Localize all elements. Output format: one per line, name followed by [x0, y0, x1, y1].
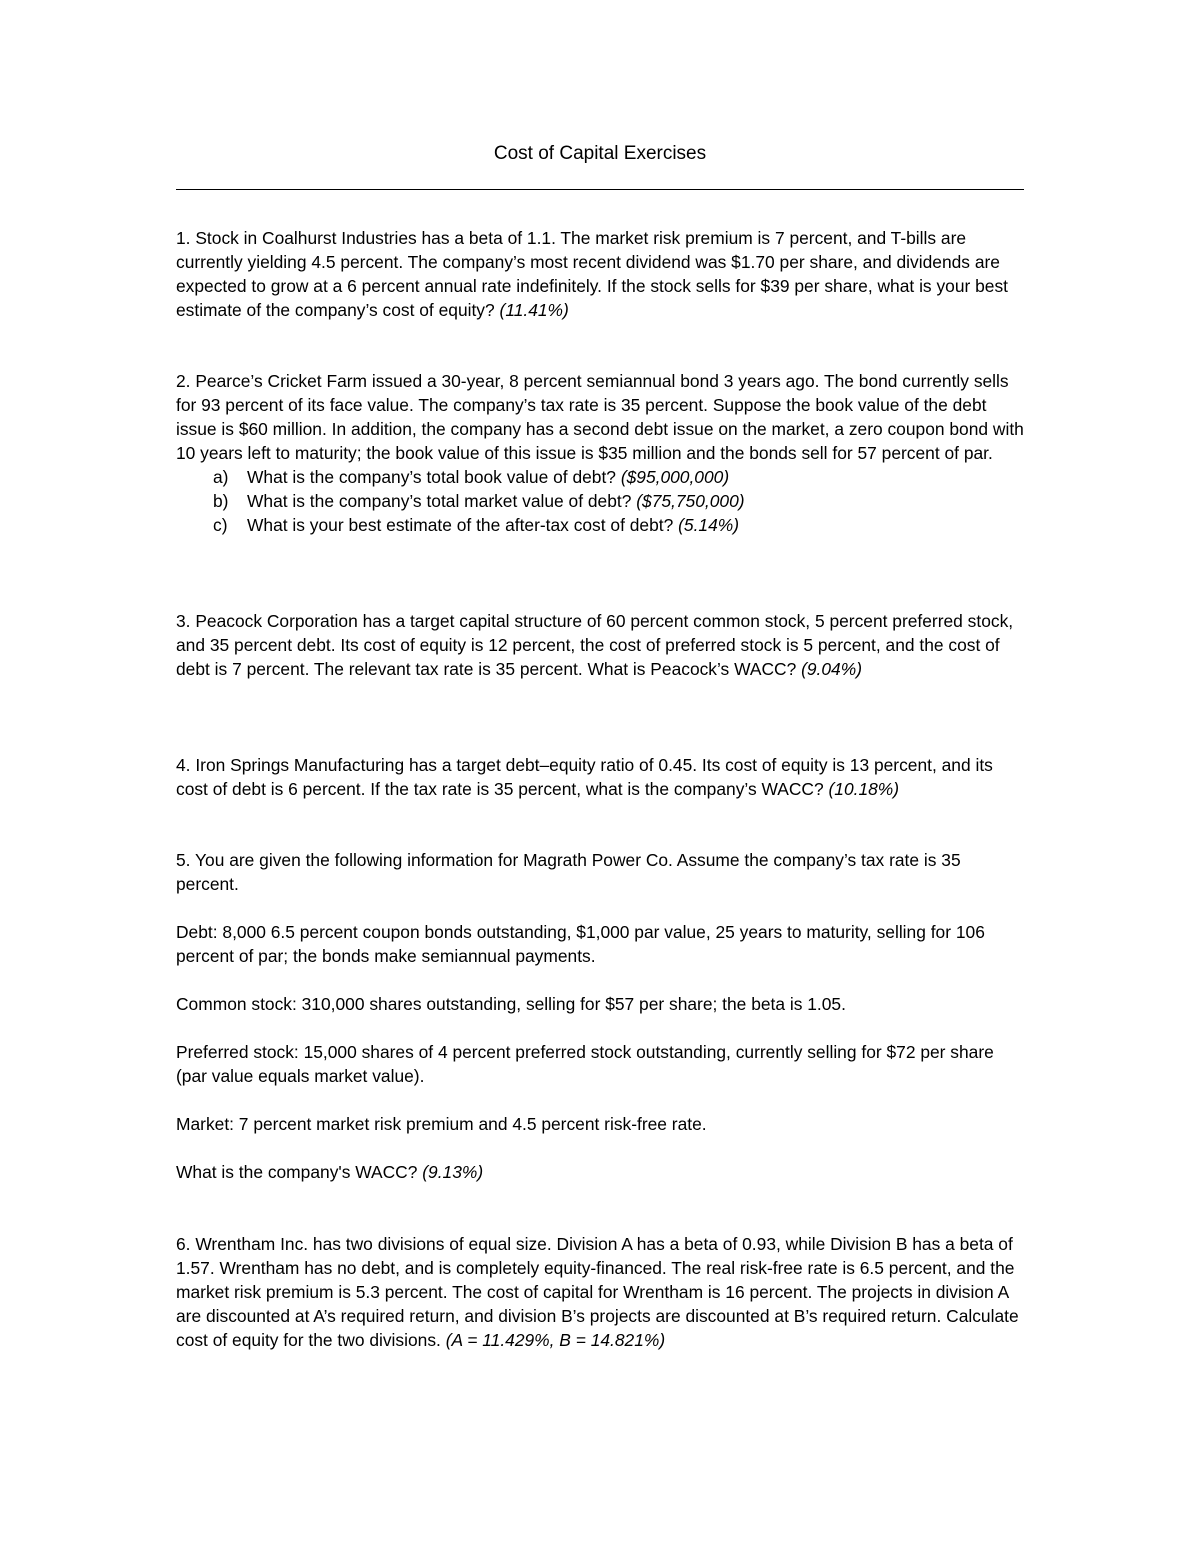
question-5-common-stock: Common stock: 310,000 shares outstanding, selling for $57 per share; the beta is 1.05.: [176, 994, 846, 1014]
question-6-body: 6. Wrentham Inc. has two divisions of equal size. Division A has a beta of 0.93, while Division B has a beta of 1.57. Wrentham has no debt, and is completely equity-financed. The real risk-free rate is 6.5 percent, and the market risk premium is 5.3 percent. The cost of capital for Wrentham is 16 percent. The projects in division A are discounted at A’s required return, and division B’s projects are discounted at B’s required return. Calculate cost of equity for the two divisions.: [176, 1234, 1019, 1350]
part-answer: (5.14%): [678, 515, 740, 535]
question-5: [176, 848, 1024, 1184]
spacer: [176, 896, 1024, 920]
part-answer: ($75,750,000): [636, 491, 745, 511]
question-4-answer: (10.18%): [828, 779, 900, 799]
part-letter: c): [213, 515, 228, 535]
question-2-part-c: [213, 513, 1024, 537]
question-2-part-a: [213, 465, 1024, 489]
part-letter: b): [213, 491, 229, 511]
question-4-body: 4. Iron Springs Manufacturing has a target debt–equity ratio of 0.45. Its cost of equity is 13 percent, and its cost of debt is 6 percent. If the tax rate is 35 percent, what is the company’s WACC?: [176, 755, 993, 799]
page-title: Cost of Capital Exercises: [493, 143, 707, 164]
question-1-answer: (11.41%): [499, 300, 569, 320]
question-6: [176, 1232, 1024, 1352]
spacer: [176, 1088, 1024, 1112]
spacer: [176, 1136, 1024, 1160]
question-4-text: [176, 753, 1024, 801]
question-6-answer: (A = 11.429%, B = 14.821%): [445, 1330, 666, 1350]
part-letter: a): [213, 467, 229, 487]
question-1-text: [176, 226, 1024, 322]
question-1-body: 1. Stock in Coalhurst Industries has a beta of 1.1. The market risk premium is 7 percent, and T-bills are currently yielding 4.5 percent. The company’s most recent dividend was $1.70 per share, and dividends are expected to grow at a 6 percent annual rate indefinitely. If the stock sells for $39 per share, what is your best estimate of the company’s cost of equity?: [176, 228, 1008, 320]
part-text: What is the company’s total market value of debt?: [247, 491, 632, 511]
question-6-text: [176, 1232, 1024, 1352]
title-divider: [176, 189, 1024, 190]
part-answer: ($95,000,000): [620, 467, 730, 487]
question-5-question: [176, 1160, 1024, 1184]
question-2: [176, 369, 1024, 537]
part-text: What is the company’s total book value of debt?: [247, 467, 616, 487]
part-text: What is your best estimate of the after-tax cost of debt?: [247, 515, 674, 535]
question-1: [176, 226, 1024, 322]
question-4: [176, 753, 1024, 801]
question-2-part-b: [213, 489, 1024, 513]
question-5-market: Market: 7 percent market risk premium and 4.5 percent risk-free rate.: [176, 1114, 707, 1134]
question-5-preferred-stock: Preferred stock: 15,000 shares of 4 percent preferred stock outstanding, currently selling for $72 per share (par value equals market value).: [176, 1042, 994, 1086]
question-5-debt: Debt: 8,000 6.5 percent coupon bonds outstanding, $1,000 par value, 25 years to maturity, selling for 106 percent of par; the bonds make semiannual payments.: [176, 922, 985, 966]
question-5-intro: 5. You are given the following information for Magrath Power Co. Assume the company’s tax rate is 35 percent.: [176, 850, 961, 894]
question-2-parts: [176, 465, 1024, 537]
spacer: [176, 1016, 1024, 1040]
question-5-answer: (9.13%): [422, 1162, 484, 1182]
question-2-text: 2. Pearce’s Cricket Farm issued a 30-year, 8 percent semiannual bond 3 years ago. The bond currently sells for 93 percent of its face value. The company’s tax rate is 35 percent. Suppose the book value of the debt issue is $60 million. In addition, the company has a second debt issue on the market, a zero coupon bond with 10 years left to maturity; the book value of this issue is $35 million and the bonds sell for 57 percent of par.: [176, 371, 1024, 463]
question-5-body: What is the company's WACC?: [176, 1162, 418, 1182]
question-3-answer: (9.04%): [801, 659, 862, 679]
question-3: [176, 609, 1024, 681]
question-3-body: 3. Peacock Corporation has a target capital structure of 60 percent common stock, 5 percent preferred stock, and 35 percent debt. Its cost of equity is 12 percent, the cost of preferred stock is 5 percent, and the cost of debt is 7 percent. The relevant tax rate is 35 percent. What is Peacock’s WACC?: [176, 611, 1014, 679]
question-3-text: [176, 609, 1024, 681]
spacer: [176, 968, 1024, 992]
